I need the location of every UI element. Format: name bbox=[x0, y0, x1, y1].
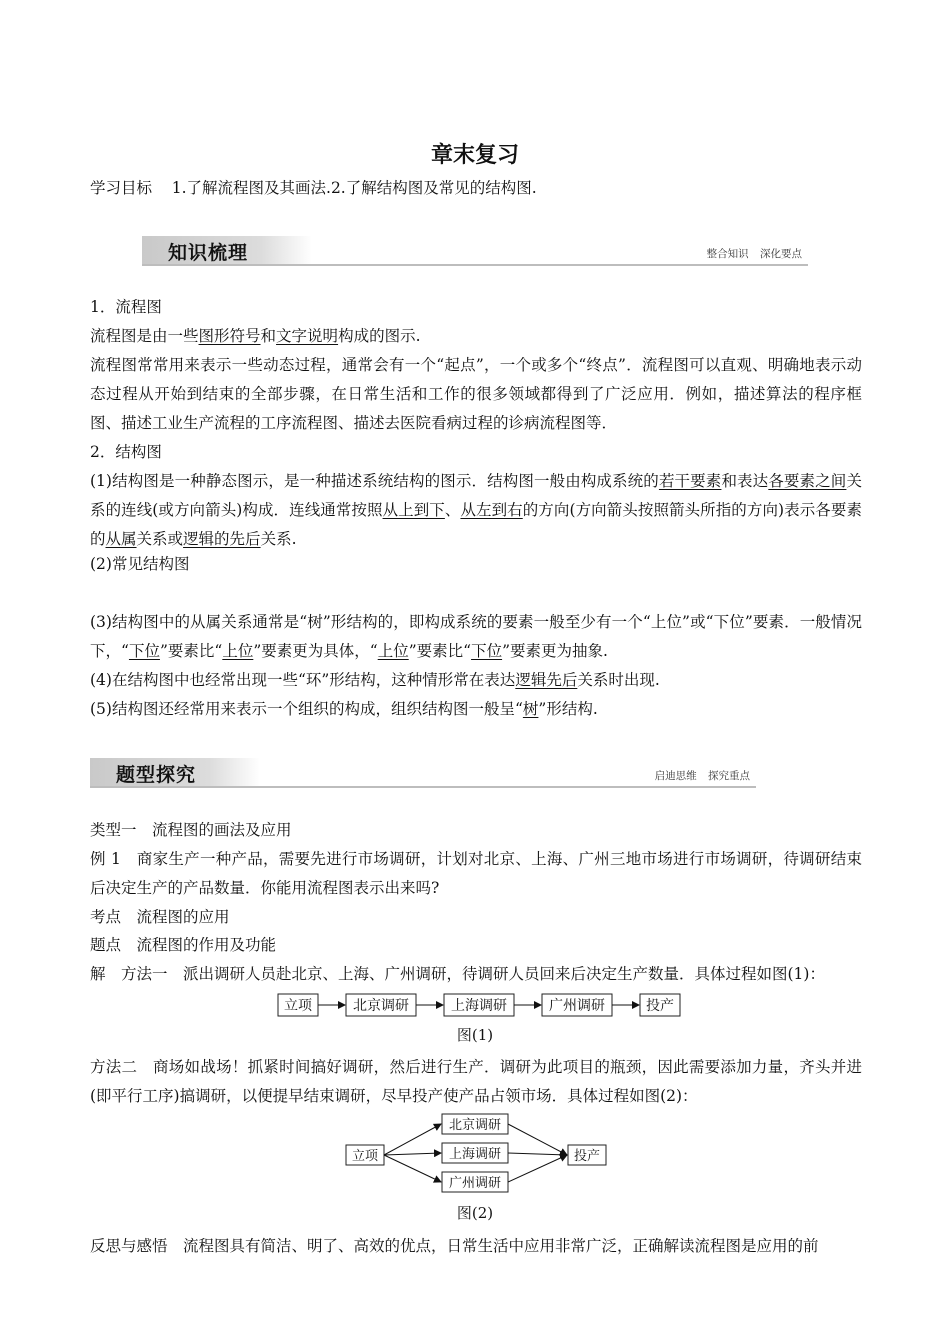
section-tag: 启迪思维 探究重点 bbox=[654, 770, 750, 782]
structure-paragraph-3: (3)结构图中的从属关系通常是“树”形结构的，即构成系统的要素一般至少有一个“上位”或“下位”要素．一般情况下，“下位”要素比“上位”要素更为具体，“上位”要素比“下位”要素更为抽象. bbox=[90, 613, 862, 660]
structure-paragraph-4: (4)在结构图中也经常出现一些“环”形结构，这种情形常在表达逻辑先后关系时出现. bbox=[90, 671, 660, 689]
underlined-term: 从属 bbox=[105, 530, 137, 548]
flow-node-label: 广州调研 bbox=[549, 998, 605, 1014]
flow-node-label: 投产 bbox=[646, 998, 674, 1014]
figure-2-flowchart bbox=[330, 1108, 630, 1198]
flow-node-label: 北京调研 bbox=[353, 998, 409, 1014]
flow-node-label: 上海调研 bbox=[448, 1147, 502, 1162]
underlined-term: 各要素之间 bbox=[768, 472, 847, 490]
flowchart-heading: 1．流程图 bbox=[90, 298, 162, 316]
section-label: 知识梳理 bbox=[168, 242, 249, 264]
section-header-explore bbox=[90, 758, 756, 788]
flow-arrow bbox=[384, 1124, 441, 1155]
section-tag: 整合知识 深化要点 bbox=[706, 248, 802, 260]
learning-goals bbox=[90, 174, 862, 203]
structure-paragraph-1: (1)结构图是一种静态图示，是一种描述系统结构的图示．结构图一般由构成系统的若干要素和表达各要素之间关系的连线(或方向箭头)构成．连线通常按照从上到下、从左到右的方向(方向箭头按照箭头所指的方向)表示各要素的从属关系或逻辑的先后关系. bbox=[90, 472, 862, 548]
flow-node-label: 立项 bbox=[284, 998, 312, 1014]
figure-2-caption: 图(2) bbox=[456, 1204, 494, 1222]
flowchart-usage: 流程图常常用来表示一些动态过程，通常会有一个“起点”，一个或多个“终点”．流程图可以直观、明确地表示动态过程从开始到结束的全部步骤，在日常生活和工作的很多领域都得到了广泛应用．例如，描述算法的程序框图、描述工业生产流程的工序流程图、描述去医院看病过程的诊病流程图等． bbox=[90, 356, 862, 432]
underlined-term: 逻辑的先后 bbox=[183, 530, 261, 548]
figure-1-caption: 图(1) bbox=[456, 1026, 494, 1044]
underlined-term: 从上到下 bbox=[382, 501, 445, 519]
section-label: 题型探究 bbox=[116, 764, 197, 786]
flow-node-label: 北京调研 bbox=[448, 1118, 502, 1133]
flowchart-definition: 流程图是由一些图形符号和文字说明构成的图示. bbox=[90, 327, 421, 345]
underlined-term: 上位 bbox=[222, 642, 254, 660]
flow-node-label: 广州调研 bbox=[448, 1176, 502, 1191]
figure-1-flowchart bbox=[270, 990, 690, 1020]
flow-node-label: 投产 bbox=[573, 1149, 601, 1164]
example-1: 例 1 商家生产一种产品，需要先进行市场调研，计划对北京、上海、广州三地市场进行市场调研，待调研结束后决定生产的产品数量．你能用流程图表示出来吗? bbox=[90, 850, 862, 897]
underlined-term: 上位 bbox=[377, 642, 409, 660]
underlined-term: 从左到右 bbox=[460, 501, 523, 519]
method-1: 解 方法一 派出调研人员赴北京、上海、广州调研，待调研人员回来后决定生产数量．具体过程如图(1)： bbox=[90, 965, 825, 983]
kaodian-line: 考点 流程图的应用 bbox=[90, 908, 230, 926]
structure-heading: 2．结构图 bbox=[90, 443, 162, 461]
method-2: 方法二 商场如战场！抓紧时间搞好调研，然后进行生产．调研为此项目的瓶颈，因此需要添加力量，齐头并进(即平行工序)搞调研，以便提早结束调研，尽早投产使产品占领市场．具体过程如图(2)： bbox=[90, 1058, 862, 1105]
underlined-term: 若干要素 bbox=[658, 472, 722, 490]
structure-paragraph-5: (5)结构图还经常用来表示一个组织的构成，组织结构图一般呈“树”形结构. bbox=[90, 700, 598, 718]
underlined-term: 逻辑先后 bbox=[515, 671, 578, 689]
underlined-term: 下位 bbox=[471, 642, 503, 660]
flow-arrow bbox=[384, 1155, 441, 1182]
underlined-term: 下位 bbox=[128, 642, 160, 660]
flow-arrow bbox=[384, 1153, 441, 1155]
reflection: 反思与感悟 流程图具有简洁、明了、高效的优点，日常生活中应用非常广泛，正确解读流程图是应用的前 bbox=[90, 1237, 819, 1255]
underlined-term: 图形符号 bbox=[198, 327, 261, 345]
goals-label: 学习目标 bbox=[90, 179, 153, 197]
flow-arrow bbox=[508, 1155, 567, 1182]
structure-paragraph-2: (2)常见结构图 bbox=[90, 555, 190, 573]
goals-text: 1.了解流程图及其画法.2.了解结构图及常见的结构图. bbox=[171, 179, 537, 197]
flow-node-label: 上海调研 bbox=[451, 998, 507, 1014]
underlined-term: 树 bbox=[522, 700, 539, 718]
flow-arrow bbox=[508, 1124, 567, 1155]
section-header-knowledge bbox=[142, 236, 808, 266]
page-title: 章末复习 bbox=[430, 143, 519, 168]
flow-node-label: 立项 bbox=[351, 1149, 379, 1164]
tidian-line: 题点 流程图的作用及功能 bbox=[90, 936, 277, 954]
underlined-term: 文字说明 bbox=[276, 327, 339, 345]
flow-arrow bbox=[508, 1153, 567, 1155]
type-heading: 类型一 流程图的画法及应用 bbox=[90, 821, 292, 839]
